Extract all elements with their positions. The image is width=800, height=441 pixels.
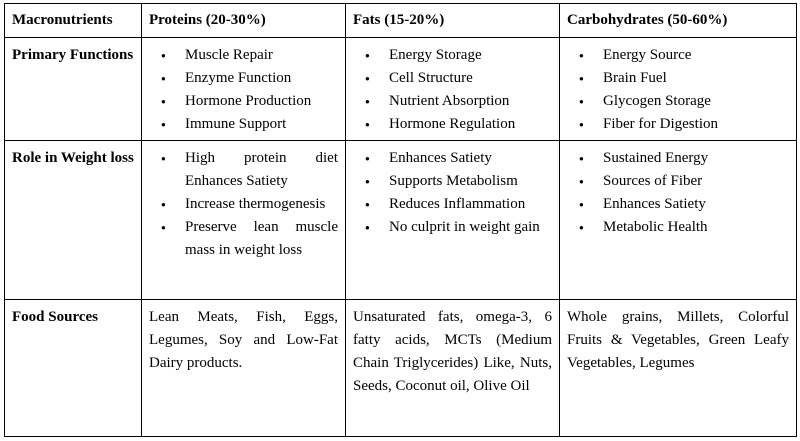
cell-proteins-functions	[142, 38, 346, 141]
list-item: ● Nutrient Absorption	[389, 90, 552, 113]
list-item: ● Reduces Inflammation	[389, 193, 552, 216]
list-item: ● No culprit in weight gain	[389, 216, 552, 239]
header-row	[5, 4, 797, 38]
list-item: ● Metabolic Health	[603, 216, 789, 239]
cell-carbs-food: Whole grains, Millets, Colorful Fruits & Vegetables, Green Leafy Vegetables, Legumes	[560, 300, 797, 437]
cell-fats-weight-loss	[346, 141, 560, 300]
bullet-list	[149, 44, 338, 136]
row-label-primary-functions: Primary Functions	[5, 38, 142, 141]
row-label-weight-loss: Role in Weight loss	[5, 141, 142, 300]
list-item: ● Increase thermogenesis	[185, 193, 338, 216]
header-carbohydrates: Carbohydrates (50-60%)	[560, 4, 797, 38]
bullet-list	[567, 147, 789, 239]
bullet-list	[567, 44, 789, 136]
list-item: ● Enhances Satiety	[389, 147, 552, 170]
list-item: ● Enhances Satiety	[603, 193, 789, 216]
row-primary-functions	[5, 38, 797, 141]
header-macronutrients: Macronutrients	[5, 4, 142, 38]
list-item: ● Brain Fuel	[603, 67, 789, 90]
header-fats: Fats (15-20%)	[346, 4, 560, 38]
cell-proteins-weight-loss	[142, 141, 346, 300]
list-item: ● Fiber for Digestion	[603, 113, 789, 136]
list-item: ● Glycogen Storage	[603, 90, 789, 113]
list-item: ● Hormone Production	[185, 90, 338, 113]
row-label-food-sources: Food Sources	[5, 300, 142, 437]
bullet-list	[353, 147, 552, 239]
cell-proteins-food: Lean Meats, Fish, Eggs, Legumes, Soy and Low-Fat Dairy products.	[142, 300, 346, 437]
list-item: ● Cell Structure	[389, 67, 552, 90]
cell-carbs-functions	[560, 38, 797, 141]
list-item: ● Sources of Fiber	[603, 170, 789, 193]
list-item: ● Supports Metabolism	[389, 170, 552, 193]
bullet-list	[353, 44, 552, 136]
row-food-sources	[5, 300, 797, 437]
cell-fats-functions	[346, 38, 560, 141]
cell-fats-food: Unsaturated fats, omega-3, 6 fatty acids, MCTs (Medium Chain Triglycerides) Like, Nuts, Seeds, Coconut oil, Olive Oil	[346, 300, 560, 437]
cell-carbs-weight-loss	[560, 141, 797, 300]
row-weight-loss	[5, 141, 797, 300]
list-item: ● Enzyme Function	[185, 67, 338, 90]
bullet-list	[149, 147, 338, 262]
list-item: ● Energy Storage	[389, 44, 552, 67]
list-item: ● Immune Support	[185, 113, 338, 136]
list-item: ● Preserve lean muscle mass in weight loss	[185, 216, 338, 262]
list-item: ● Muscle Repair	[185, 44, 338, 67]
macronutrients-table	[4, 3, 797, 437]
list-item: ● Hormone Regulation	[389, 113, 552, 136]
list-item: ● Sustained Energy	[603, 147, 789, 170]
header-proteins: Proteins (20-30%)	[142, 4, 346, 38]
list-item: ● Energy Source	[603, 44, 789, 67]
list-item: ● High protein diet Enhances Satiety	[185, 147, 338, 193]
